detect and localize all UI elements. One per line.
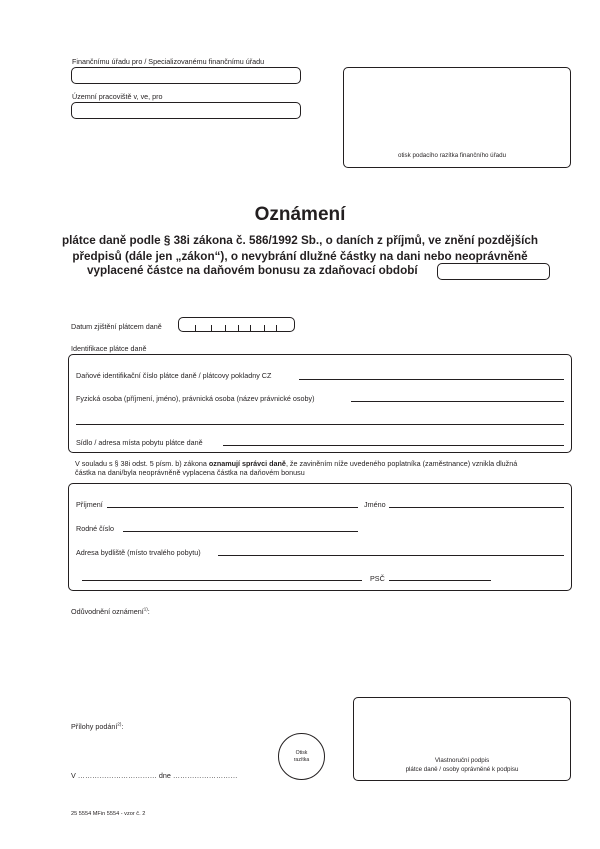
surname-label: Příjmení [76, 500, 103, 509]
signature-label-1: Vlastnoruční podpis [434, 757, 490, 764]
form-code: 25 5554 MFin 5554 - vzor č. 2 [71, 811, 146, 817]
residence-field[interactable] [218, 555, 564, 556]
notice-text-post: , že zaviněním níže uvedeného poplatníka (zaměstnance) vznikla dlužná [285, 459, 518, 468]
seal-placeholder [278, 733, 325, 780]
date-tick [238, 325, 239, 331]
detection-date-label: Datum zjištění plátcem daně [71, 322, 162, 331]
place-prefix: V [71, 771, 76, 780]
seal-label-1: Otisk [295, 749, 308, 756]
taxpayer-box [68, 483, 572, 591]
payer-address-field[interactable] [223, 445, 564, 446]
office-label: Finančnímu úřadu pro / Specializovanému finančnímu úřadu [72, 57, 265, 66]
stamp-label: otisk podacího razítka finančního úřadu [398, 152, 507, 159]
signature-box[interactable] [353, 697, 571, 781]
page-title: Oznámení [254, 204, 346, 225]
residence-field-2[interactable] [82, 580, 362, 581]
date-tick [211, 325, 212, 331]
subtitle-line-1: plátce daně podle § 38i zákona č. 586/1992 Sb., o daních z příjmů, ve znění pozdějších [61, 234, 539, 247]
payer-name-field-2[interactable] [76, 424, 564, 425]
date-prefix: dne [158, 771, 171, 780]
birth-number-field[interactable] [123, 531, 358, 532]
date-tick [195, 325, 196, 331]
date-tick [264, 325, 265, 331]
payer-name-label: Fyzická osoba (příjmení, jméno), právnická osoba (název právnické osoby) [76, 394, 315, 403]
justification-label: Odůvodnění oznámení$^{1)}$: [71, 606, 150, 616]
signature-label-2: plátce daně / osoby oprávněné k podpisu [405, 766, 519, 773]
document-subtitle [40, 233, 560, 264]
notice-text-pre: V souladu s § 38i odst. 5 písm. b) zákona [75, 459, 209, 468]
subtitle-line-2: předpisů (dále jen „zákon“), o nevybrání dlužné částky na dani nebo neoprávněně [72, 249, 528, 263]
date-tick [225, 325, 226, 331]
payer-dic-label: Daňové identifikační číslo plátce daně / plátcovy pokladny CZ [76, 371, 272, 380]
date-tick [250, 325, 251, 331]
place-date-line [71, 771, 238, 780]
justification-area[interactable] [71, 618, 571, 688]
attachments-label-text: Přílohy podání [71, 722, 118, 731]
psc-label: PSČ [370, 574, 385, 583]
date-field[interactable]: ……………………… [172, 771, 238, 780]
notice-text [75, 459, 517, 468]
payer-section-label: Identifikace plátce daně [71, 344, 147, 353]
branch-field[interactable] [71, 102, 301, 119]
subtitle-line-3: vyplacené částce na daňovém bonusu za zdaňovací období [87, 264, 418, 277]
detection-date-field[interactable] [178, 317, 295, 332]
attachments-note: 2) [117, 721, 122, 727]
date-tick [276, 325, 277, 331]
seal-label-2: razítka [293, 756, 310, 763]
place-field[interactable]: …………………………… [77, 771, 157, 780]
office-field[interactable] [71, 67, 301, 84]
justification-label-text: Odůvodnění oznámení [71, 607, 144, 616]
attachments-label: Přílohy podání$^{2)}$: [71, 721, 124, 731]
surname-field[interactable] [107, 507, 358, 508]
office-stamp-box [343, 67, 571, 168]
attachments-field[interactable] [145, 722, 335, 734]
firstname-field[interactable] [389, 507, 564, 508]
payer-dic-field[interactable] [299, 379, 564, 380]
payer-address-label: Sídlo / adresa místa pobytu plátce daně [76, 438, 203, 447]
firstname-label: Jméno [364, 500, 386, 509]
residence-label: Adresa bydliště (místo trvalého pobytu) [76, 548, 201, 557]
payer-name-field[interactable] [351, 401, 564, 402]
notice-text-bold: oznamují správci daně [208, 459, 286, 468]
notice-text-line-2: částka na dani/byla neoprávněně vyplacena částka na daňovém bonusu [75, 468, 305, 477]
branch-label: Územní pracoviště v, ve, pro [72, 92, 163, 101]
birth-number-label: Rodné číslo [76, 524, 114, 533]
tax-period-field[interactable] [437, 263, 550, 280]
psc-field[interactable] [389, 580, 491, 581]
justification-note: 1) [143, 606, 148, 612]
